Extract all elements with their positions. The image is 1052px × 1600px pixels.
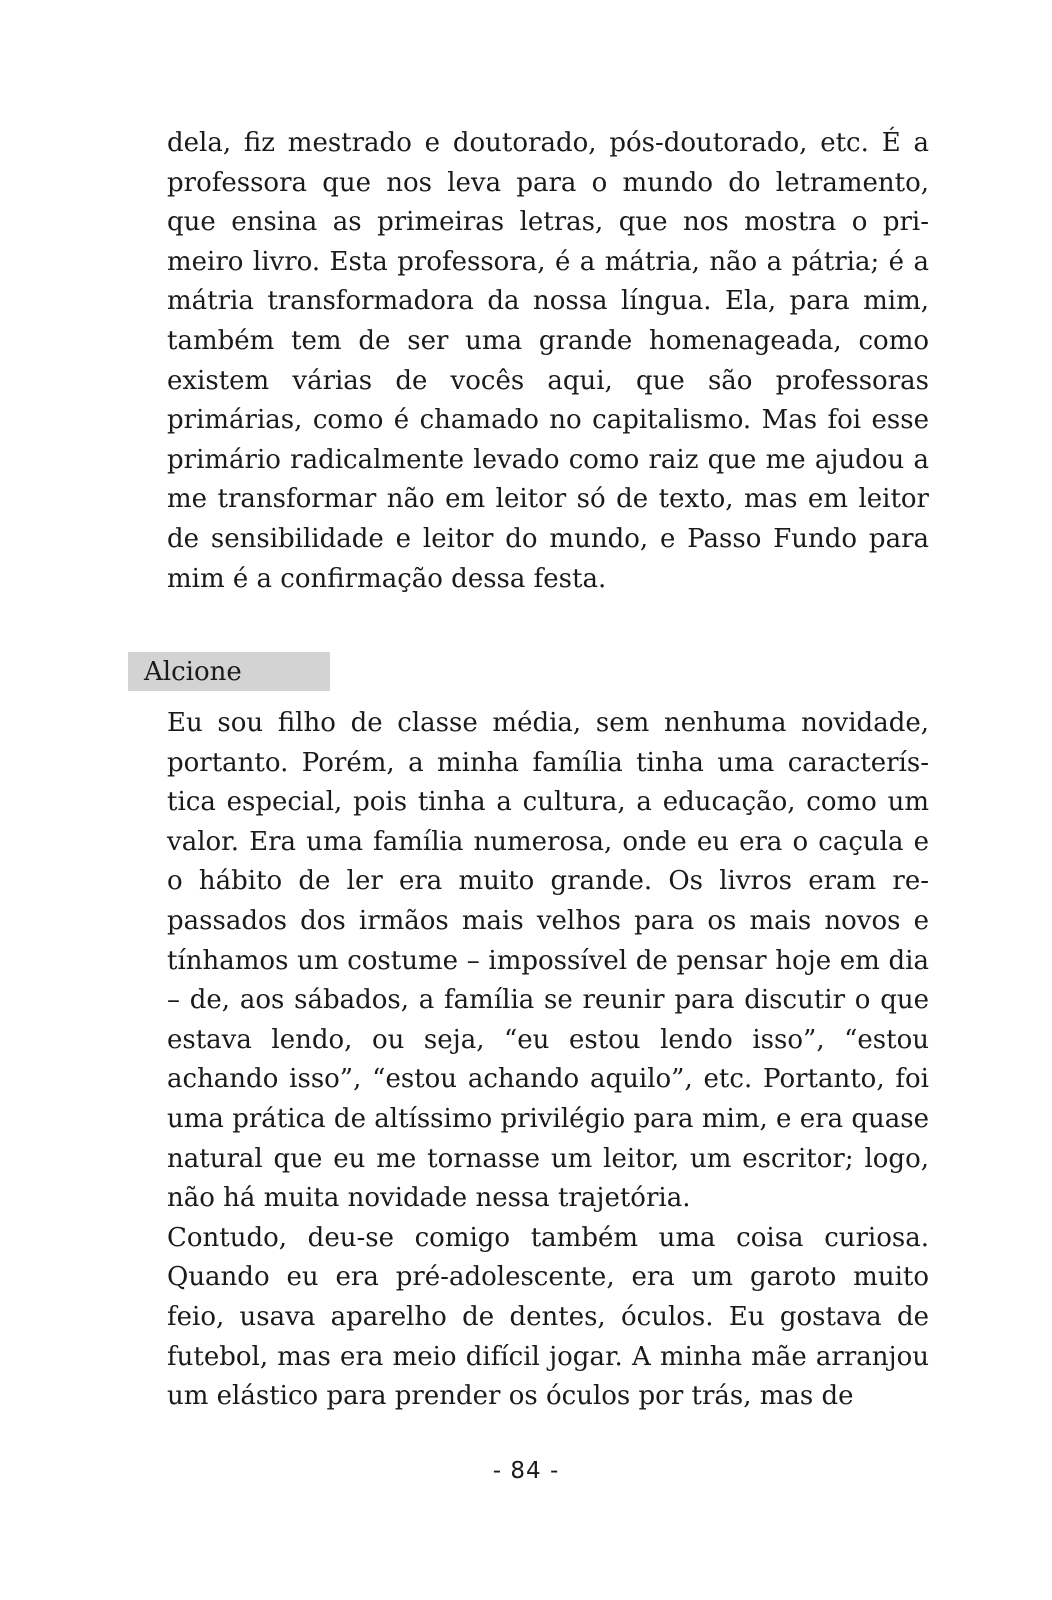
paragraph-intro: dela, fiz mestrado e doutorado, pós-doutorado, etc. É a professora que nos leva para o mundo do letramento, que ensina as primeiras letras, que nos mostra o primeiro livro. Esta professora, é a mátria, não a pátria; é a mátria transformadora da nossa língua. Ela, para mim, também tem de ser uma grande homenageada, como existem várias de vocês aqui, que são professoras primárias, como é chamado no capitalismo. Mas foi esse primário radicalmente levado como raiz que me ajudou a me transformar não em leitor só de texto, mas em leitor de sensibilidade e leitor do mundo, e Passo Fundo para mim é a confirmação dessa festa. bbox=[167, 128, 929, 594]
speaker-label: Alcione bbox=[128, 652, 330, 691]
paragraph-alcione-1: Eu sou filho de classe média, sem nenhuma novidade, portanto. Porém, a minha família tinha uma característica especial, pois tinha a cultura, a educação, como um valor. Era uma família numerosa, onde eu era o caçula e o hábito de ler era muito grande. Os livros eram repassados dos irmãos mais velhos para os mais novos e tínhamos um costume – impossível de pensar hoje em dia – de, aos sábados, a família se reunir para discutir o que estava lendo, ou seja, “eu estou lendo isso”, “estou achando isso”, “estou achando aquilo”, etc. Portanto, foi uma prática de altíssimo privilégio para mim, e era quase natural que eu me tornasse um leitor, um escritor; logo, não há muita novidade nessa trajetória. bbox=[167, 708, 929, 1214]
page-number: - 84 - bbox=[492, 1458, 560, 1484]
paragraph-alcione-2: Contudo, deu-se comigo também uma coisa curiosa. Quando eu era pré-adolescente, era um garoto muito feio, usava aparelho de dentes, óculos. Eu gostava de futebol, mas era meio difícil jogar. A minha mãe arranjou um elástico para prender os óculos por trás, mas de bbox=[167, 1222, 929, 1412]
top-text-block bbox=[167, 124, 929, 599]
alcione-text-block bbox=[167, 704, 929, 1417]
